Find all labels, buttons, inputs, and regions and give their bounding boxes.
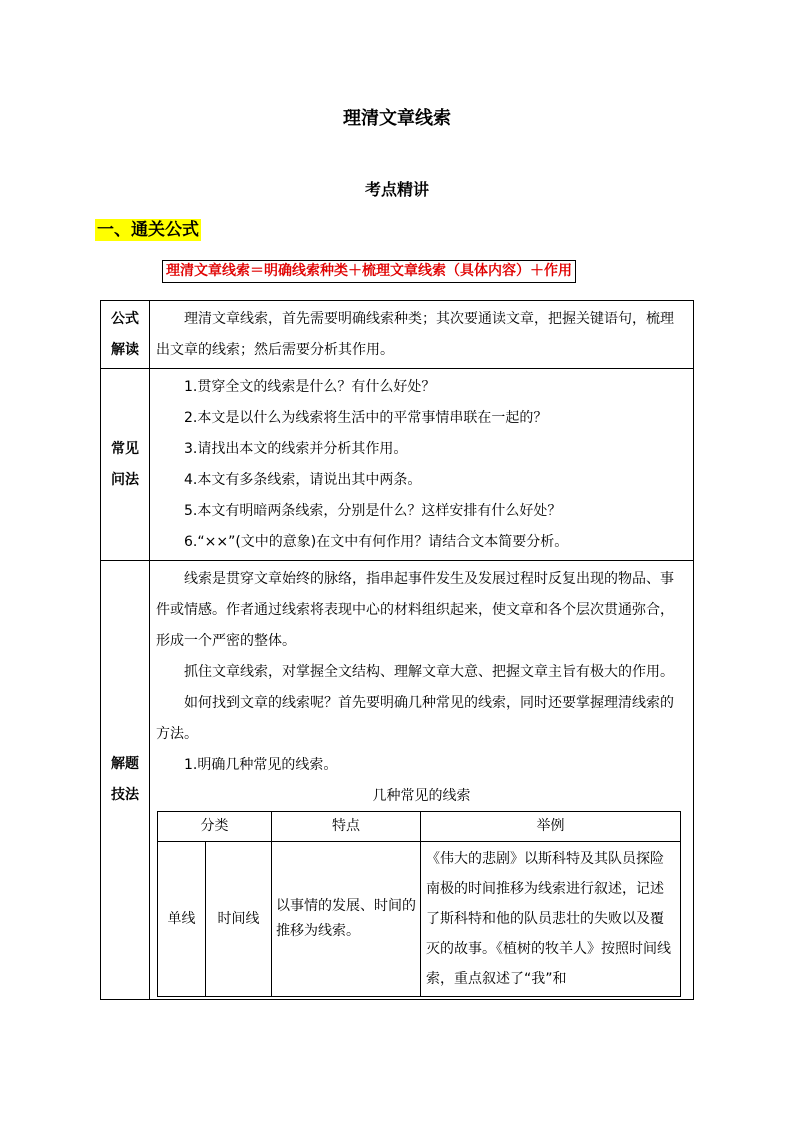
question-item: 3.请找出本文的线索并分析其作用。 bbox=[184, 441, 408, 457]
question-item: 4.本文有多条线索，请说出其中两条。 bbox=[184, 472, 422, 488]
question-item: 1.贯穿全文的线索是什么？有什么好处？ bbox=[184, 379, 436, 395]
cell-category-sub: 时间线 bbox=[206, 842, 272, 997]
label-line: 解题 bbox=[111, 756, 139, 772]
inner-table-caption: 几种常见的线索 bbox=[372, 788, 471, 804]
header-category: 分类 bbox=[158, 812, 272, 842]
interpretation-cell bbox=[150, 301, 694, 369]
main-table bbox=[100, 300, 694, 1000]
label-line: 常见 bbox=[111, 440, 139, 457]
cell-example: 《伟大的悲剧》以斯科特及其队员探险南极的时间推移为线索进行叙述，记述了斯科特和他的队员悲壮的失败以及覆灭的故事。《植树的牧羊人》按照时间线索，重点叙述了“我”和 bbox=[421, 842, 681, 997]
clue-table-header-row bbox=[158, 812, 681, 842]
page-subtitle: 考点精讲 bbox=[364, 180, 429, 199]
technique-paragraph: 线索是贯穿文章始终的脉络，指串起事件发生及发展过程时反复出现的物品、事件或情感。作者通过线索将表现中心的材料组织起来，使文章和各个层次贯通弥合，形成一个严密的整体。 bbox=[156, 571, 674, 649]
page-title: 理清文章线索 bbox=[343, 108, 451, 129]
header-example: 举例 bbox=[421, 812, 681, 842]
technique-step: 1.明确几种常见的线索。 bbox=[184, 757, 338, 773]
clue-types-table bbox=[157, 811, 681, 997]
question-item: 2.本文是以什么为线索将生活中的平常事情串联在一起的？ bbox=[184, 410, 548, 426]
header-feature: 特点 bbox=[272, 812, 421, 842]
label-line: 公式 bbox=[111, 310, 139, 327]
section-heading: 一、通关公式 bbox=[97, 220, 199, 240]
clue-table-row bbox=[158, 842, 681, 997]
row-label-techniques bbox=[101, 561, 150, 1000]
questions-cell bbox=[150, 369, 694, 561]
row-questions bbox=[101, 369, 694, 561]
cell-category-main: 单线 bbox=[158, 842, 206, 997]
label-line: 技法 bbox=[111, 787, 139, 803]
interpretation-text: 理清文章线索，首先需要明确线索种类；其次要通读文章，把握关键语句，梳理出文章的线索；然后需要分析其作用。 bbox=[156, 311, 674, 358]
question-item: 6.“××”(文中的意象)在文中有何作用？请结合文本简要分析。 bbox=[184, 534, 569, 550]
row-label-questions bbox=[101, 369, 150, 561]
label-line: 解读 bbox=[111, 341, 139, 358]
techniques-cell bbox=[150, 561, 694, 1000]
row-techniques bbox=[101, 561, 694, 1000]
technique-paragraph: 抓住文章线索，对掌握全文结构、理解文章大意、把握文章主旨有极大的作用。 bbox=[184, 664, 674, 680]
label-line: 问法 bbox=[111, 471, 139, 488]
technique-paragraph: 如何找到文章的线索呢？首先要明确几种常见的线索，同时还要掌握理清线索的方法。 bbox=[156, 695, 674, 742]
cell-feature: 以事情的发展、时间的推移为线索。 bbox=[272, 842, 421, 997]
row-interpretation bbox=[101, 301, 694, 369]
row-label-interpretation bbox=[101, 301, 150, 369]
formula-box: 理清文章线索＝明确线索种类＋梳理文章线索（具体内容）＋作用 bbox=[162, 260, 576, 283]
question-item: 5.本文有明暗两条线索，分别是什么？这样安排有什么好处？ bbox=[184, 503, 562, 519]
